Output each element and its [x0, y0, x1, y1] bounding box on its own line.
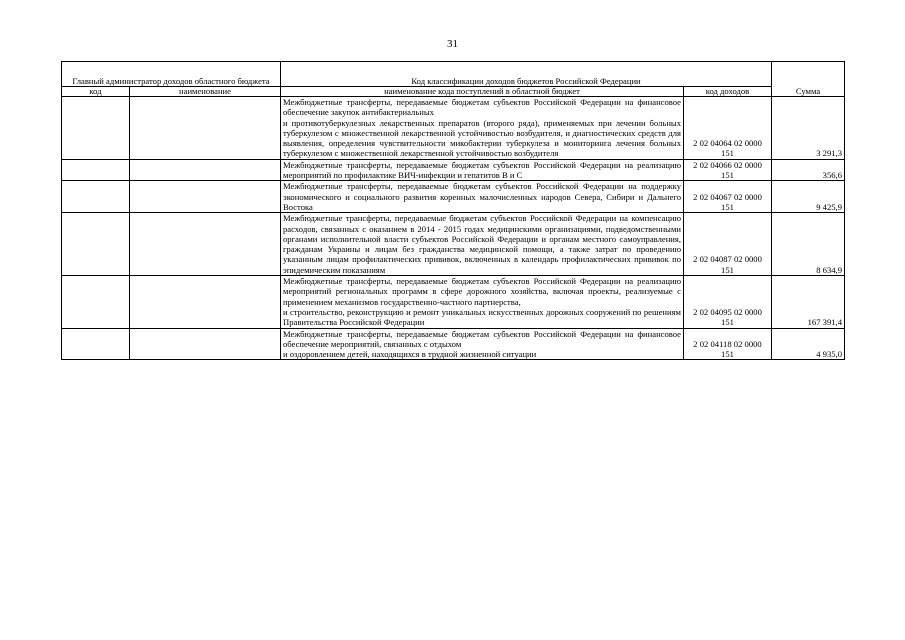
name-subheader: наименование — [130, 87, 281, 97]
page-number: 31 — [447, 38, 458, 50]
table-row — [62, 181, 845, 213]
budget-revenue-table — [61, 61, 845, 360]
table-row — [62, 276, 845, 328]
income-name-cell: Межбюджетные трансферты, передаваемые бюджетам субъектов Российской Федерации на финансовое обеспечение мероприятий, связанных с отдыхом и оздоровлением детей, находящихся в трудной жизненной ситуации — [281, 328, 684, 360]
amount-cell: 167 391,4 — [772, 276, 845, 328]
income-code-cell: 2 02 04066 02 0000 151 — [684, 159, 772, 181]
income-code-subheader: код доходов — [684, 87, 772, 97]
table-row — [62, 97, 845, 160]
amount-header: Сумма — [772, 62, 845, 97]
table-row — [62, 159, 845, 181]
classification-header: Код классификации доходов бюджетов Российской Федерации — [281, 62, 772, 87]
income-name-cell: Межбюджетные трансферты, передаваемые бюджетам субъектов Российской Федерации на реализацию мероприятий региональных программ в сфере дорожного хозяйства, включая проекты, реализуемые с применением механизмов государственно-частного партнерства, и строительство, реконструкцию и ремонт уникальных искусственных дорожных сооружений по решениям Правительства Российской Федерации — [281, 276, 684, 328]
table-body — [62, 97, 845, 360]
admin-group-header: Главный администратор доходов областного бюджета — [62, 62, 281, 87]
income-code-cell: 2 02 04087 02 0000 151 — [684, 213, 772, 276]
admin-code-cell — [62, 159, 130, 181]
admin-code-cell — [62, 213, 130, 276]
amount-cell: 4 935,0 — [772, 328, 845, 360]
table-row — [62, 213, 845, 276]
amount-cell: 3 291,3 — [772, 97, 845, 160]
amount-cell: 356,6 — [772, 159, 845, 181]
admin-name-cell — [130, 159, 281, 181]
amount-cell: 8 634,9 — [772, 213, 845, 276]
amount-cell: 9 425,9 — [772, 181, 845, 213]
admin-name-cell — [130, 97, 281, 160]
income-code-cell: 2 02 04064 02 0000 151 — [684, 97, 772, 160]
table-subheader-row — [62, 87, 845, 97]
income-code-cell: 2 02 04067 02 0000 151 — [684, 181, 772, 213]
admin-name-cell — [130, 276, 281, 328]
admin-name-cell — [130, 213, 281, 276]
table-row — [62, 328, 845, 360]
income-name-cell: Межбюджетные трансферты, передаваемые бюджетам субъектов Российской Федерации на реализацию мероприятий по профилактике ВИЧ-инфекции и гепатитов В и С — [281, 159, 684, 181]
income-name-subheader: наименование кода поступлений в областной бюджет — [281, 87, 684, 97]
income-code-cell: 2 02 04095 02 0000 151 — [684, 276, 772, 328]
table-header-row — [62, 62, 845, 87]
code-subheader: код — [62, 87, 130, 97]
income-name-cell: Межбюджетные трансферты, передаваемые бюджетам субъектов Российской Федерации на поддержку экономического и социального развития коренных малочисленных народов Севера, Сибири и Дальнего Востока — [281, 181, 684, 213]
admin-code-cell — [62, 181, 130, 213]
admin-code-cell — [62, 328, 130, 360]
admin-code-cell — [62, 97, 130, 160]
income-name-cell: Межбюджетные трансферты, передаваемые бюджетам субъектов Российской Федерации на финансовое обеспечение закупок антибактериальных и противотуберкулезных лекарственных препаратов (второго ряда), применяемых при лечении больных туберкулезом с множественной лекарственной устойчивостью возбудителя, и диагностических средств для выявления, определения чувствительности микобактерии туберкулеза и мониторинга лечения больных туберкулезом с множественной лекарственной устойчивостью возбудителя — [281, 97, 684, 160]
admin-name-cell — [130, 328, 281, 360]
admin-name-cell — [130, 181, 281, 213]
income-code-cell: 2 02 04118 02 0000 151 — [684, 328, 772, 360]
admin-code-cell — [62, 276, 130, 328]
income-name-cell: Межбюджетные трансферты, передаваемые бюджетам субъектов Российской Федерации на компенсацию расходов, связанных с оказанием в 2014 - 2015 годах медицинскими организациями, подведомственными органами исполнительной власти субъектов Российской Федерации и органам местного самоуправления, гражданам Украины и лицам без гражданства медицинской помощи, а также затрат по проведению указанным лицам профилактических прививок, включенных в календарь профилактических прививок по эпидемическим показаниям — [281, 213, 684, 276]
